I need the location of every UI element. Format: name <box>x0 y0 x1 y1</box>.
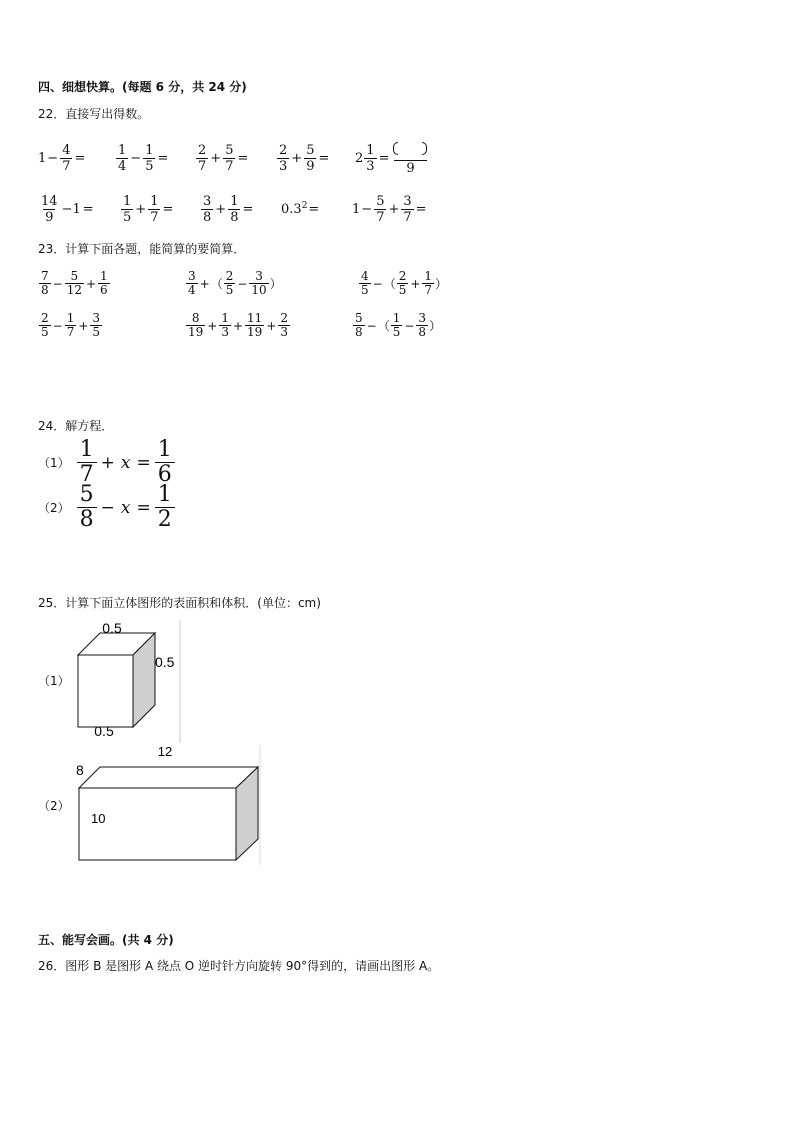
cuboid-top-face <box>79 767 258 788</box>
numerator: 1 <box>230 194 239 209</box>
denominator: 7 <box>225 159 234 174</box>
whole-number: 2 <box>355 151 364 166</box>
dim-left-label: 8 <box>76 762 84 778</box>
q24-title: 24．解方程． <box>38 419 114 433</box>
q22-expr-3 <box>195 143 249 174</box>
num: 1 <box>352 202 361 217</box>
equals: = <box>318 151 330 166</box>
dim-top-label: 12 <box>157 744 173 759</box>
dim-front-label: 10 <box>91 811 106 826</box>
operator: − <box>100 497 115 518</box>
numerator: 2 <box>225 269 234 283</box>
numerator: 3 <box>92 311 101 325</box>
fraction <box>90 312 102 339</box>
denominator: 3 <box>366 159 375 174</box>
right-paren: ） <box>269 277 282 291</box>
fraction <box>196 143 208 174</box>
numerator: 1 <box>150 194 159 209</box>
denominator: 4 <box>118 159 127 174</box>
numerator: 8 <box>191 311 200 325</box>
fraction <box>374 194 386 225</box>
cube-front-face <box>78 655 133 727</box>
denominator: 9 <box>306 159 315 174</box>
fraction <box>155 438 175 487</box>
denominator: 12 <box>66 283 82 297</box>
numerator: 2 <box>279 143 288 158</box>
q23-expr-5 <box>185 312 291 339</box>
denominator: 5 <box>92 325 101 339</box>
equals: = <box>82 202 94 217</box>
operator: + <box>266 318 277 333</box>
q25-title: 25．计算下面立体图形的表面积和体积．(单位：cm) <box>38 596 321 610</box>
fraction <box>148 194 160 225</box>
q22-expr-10 <box>352 194 428 225</box>
numerator: 1 <box>221 311 229 325</box>
fraction <box>39 312 51 339</box>
fraction <box>116 143 128 174</box>
numerator: 5 <box>225 143 234 158</box>
q22-expr-5 <box>355 141 430 176</box>
fraction <box>401 194 413 225</box>
operator: − <box>52 276 63 291</box>
denominator: 5 <box>41 325 49 339</box>
operator: + <box>85 276 97 291</box>
numerator: 5 <box>376 194 385 209</box>
numerator: 3 <box>255 269 263 283</box>
fraction <box>359 270 371 297</box>
denominator: 4 <box>188 283 196 297</box>
numerator: 5 <box>79 482 94 507</box>
numerator: 5 <box>70 269 79 283</box>
q22-title: 22．直接写出得数。 <box>38 107 150 121</box>
fraction <box>224 270 236 297</box>
equation-label: （1） <box>38 456 70 470</box>
section-5-title: 五、能写会画。(共 4 分) <box>38 933 174 947</box>
fraction <box>422 270 434 297</box>
denominator: 3 <box>221 325 229 339</box>
numerator: 1 <box>157 437 172 462</box>
denominator: 5 <box>225 283 234 297</box>
denominator: 8 <box>418 325 427 339</box>
equals: = <box>308 202 320 217</box>
fraction <box>143 143 155 174</box>
fraction <box>186 270 198 297</box>
denominator: 8 <box>203 210 212 225</box>
fraction <box>353 312 365 339</box>
numerator: 4 <box>361 269 369 283</box>
fraction <box>391 312 403 339</box>
denominator: 5 <box>398 283 407 297</box>
q22-expr-7 <box>120 194 174 225</box>
numerator: 3 <box>403 194 412 209</box>
q22-expr-1 <box>38 143 86 174</box>
fraction <box>60 143 72 174</box>
operator: + <box>210 151 222 166</box>
numerator: 2 <box>398 269 407 283</box>
equals: = <box>242 202 254 217</box>
numerator: 5 <box>306 143 315 158</box>
cuboid-figure <box>70 740 270 870</box>
denominator: 2 <box>155 507 175 532</box>
numerator: 14 <box>41 194 58 209</box>
denominator: 6 <box>100 283 108 297</box>
fraction <box>65 312 77 339</box>
operator: −1 <box>61 202 81 217</box>
numerator: 1 <box>123 194 132 209</box>
operator: + <box>100 452 115 473</box>
numerator: 1 <box>79 437 94 462</box>
operator: + <box>199 276 210 291</box>
dim-top-label: 0.5 <box>102 620 122 636</box>
operator: − <box>237 276 248 291</box>
fraction <box>277 143 289 174</box>
q24-equation-1 <box>38 438 176 487</box>
numerator: 1 <box>66 311 75 325</box>
variable-x: x <box>120 452 131 473</box>
fraction <box>186 312 205 339</box>
fraction <box>201 194 213 225</box>
denominator: 7 <box>424 283 433 297</box>
figure-2-label: （2） <box>38 799 70 813</box>
denominator: 8 <box>77 507 97 532</box>
numerator: 1 <box>366 143 375 158</box>
equals: = <box>162 202 174 217</box>
fraction <box>223 143 235 174</box>
denominator: 5 <box>145 159 154 174</box>
numerator: 1 <box>392 311 401 325</box>
q23-expr-4 <box>38 312 103 339</box>
numerator: 2 <box>280 311 289 325</box>
denominator: 7 <box>403 210 412 225</box>
fraction <box>304 143 316 174</box>
equals: = <box>378 151 390 166</box>
fraction <box>245 312 264 339</box>
q23-expr-2 <box>185 270 282 297</box>
fraction <box>364 143 376 174</box>
fraction <box>228 194 240 225</box>
left-paren: （ <box>210 277 223 291</box>
fraction <box>77 438 97 487</box>
operator: − <box>130 151 142 166</box>
denominator: 5 <box>361 283 369 297</box>
q26-title: 26．图形 B 是图形 A 绕点 O 逆时针方向旋转 90°得到的，请画出图形 A。 <box>38 959 440 973</box>
operator: + <box>78 318 89 333</box>
denominator: 6 <box>155 462 175 487</box>
numerator: 3 <box>418 311 427 325</box>
fraction <box>39 194 60 225</box>
q23-expr-3 <box>358 270 447 297</box>
equals: = <box>136 497 151 518</box>
right-paren: ） <box>429 319 442 333</box>
numerator: 2 <box>198 143 207 158</box>
denominator: 7 <box>62 159 71 174</box>
operator: + <box>291 151 303 166</box>
operator: + <box>207 318 218 333</box>
figure-1-label: （1） <box>38 674 70 688</box>
numerator: 3 <box>188 269 196 283</box>
answer-blank[interactable] <box>391 141 429 160</box>
fraction <box>416 312 428 339</box>
operator: − <box>361 202 373 217</box>
q24-equation-2 <box>38 483 176 532</box>
denominator: 7 <box>66 325 75 339</box>
denominator: 7 <box>376 210 385 225</box>
denominator: 7 <box>77 462 97 487</box>
denominator: 8 <box>355 325 363 339</box>
left-paren: （ <box>377 319 390 333</box>
numerator: 1 <box>145 143 154 158</box>
denominator: 9 <box>45 210 54 225</box>
fraction <box>219 312 231 339</box>
fraction <box>77 483 97 532</box>
right-paren: ） <box>435 277 448 291</box>
equals: = <box>74 151 86 166</box>
denominator: 8 <box>41 283 49 297</box>
q22-expr-8 <box>200 194 254 225</box>
numerator: 5 <box>355 311 363 325</box>
denominator: 19 <box>188 325 204 339</box>
denominator: 7 <box>150 210 159 225</box>
denominator: 5 <box>123 210 132 225</box>
fraction <box>278 312 290 339</box>
q22-expr-9 <box>281 202 320 217</box>
operator: − <box>47 151 59 166</box>
fraction <box>65 270 84 297</box>
denominator: 10 <box>251 283 267 297</box>
q23-title: 23．计算下面各题，能简算的要简算． <box>38 242 246 256</box>
q22-expr-2 <box>115 143 169 174</box>
section-4-title: 四、细想快算。(每题 6 分，共 24 分) <box>38 80 247 94</box>
equals: = <box>415 202 427 217</box>
numerator: 1 <box>118 143 127 158</box>
operator: − <box>404 318 415 333</box>
fraction <box>397 270 409 297</box>
denominator: 3 <box>280 325 289 339</box>
equals: = <box>157 151 169 166</box>
cube-figure <box>70 615 190 745</box>
q23-expr-6 <box>352 312 441 339</box>
equation-label: （2） <box>38 501 70 515</box>
operator: + <box>388 202 400 217</box>
denominator: 8 <box>230 210 239 225</box>
numerator: 7 <box>41 269 49 283</box>
operator: − <box>52 318 63 333</box>
q23-expr-1 <box>38 270 111 297</box>
denominator: 7 <box>198 159 207 174</box>
denominator: 9 <box>394 160 426 176</box>
equals: = <box>136 452 151 473</box>
fraction <box>155 483 175 532</box>
denominator: 19 <box>247 325 263 339</box>
left-paren: （ <box>383 277 396 291</box>
operator: + <box>232 318 244 333</box>
numerator: 1 <box>157 482 172 507</box>
fraction <box>39 270 51 297</box>
numerator: 4 <box>62 143 71 158</box>
fraction <box>98 270 110 297</box>
blank-box[interactable] <box>393 141 427 156</box>
q22-expr-6 <box>38 194 95 225</box>
denominator: 3 <box>279 159 288 174</box>
equals: = <box>237 151 249 166</box>
numerator: 11 <box>247 311 263 325</box>
variable-x: x <box>120 497 131 518</box>
denominator: 5 <box>392 325 401 339</box>
operator: + <box>215 202 227 217</box>
operator: − <box>366 318 377 333</box>
fraction <box>121 194 133 225</box>
numerator: 1 <box>424 269 433 283</box>
exponent: 2 <box>301 200 308 211</box>
numerator: 2 <box>41 311 49 325</box>
q22-expr-4 <box>276 143 330 174</box>
fraction <box>249 270 268 297</box>
operator: + <box>410 276 421 291</box>
numerator: 3 <box>203 194 212 209</box>
operator: + <box>135 202 147 217</box>
numerator: 1 <box>100 269 108 283</box>
dim-right-label: 0.5 <box>155 654 175 670</box>
dim-bottom-label: 0.5 <box>94 723 114 739</box>
fraction <box>391 141 429 176</box>
num: 1 <box>38 151 47 166</box>
base: 0.3 <box>281 202 302 217</box>
operator: − <box>372 276 383 291</box>
